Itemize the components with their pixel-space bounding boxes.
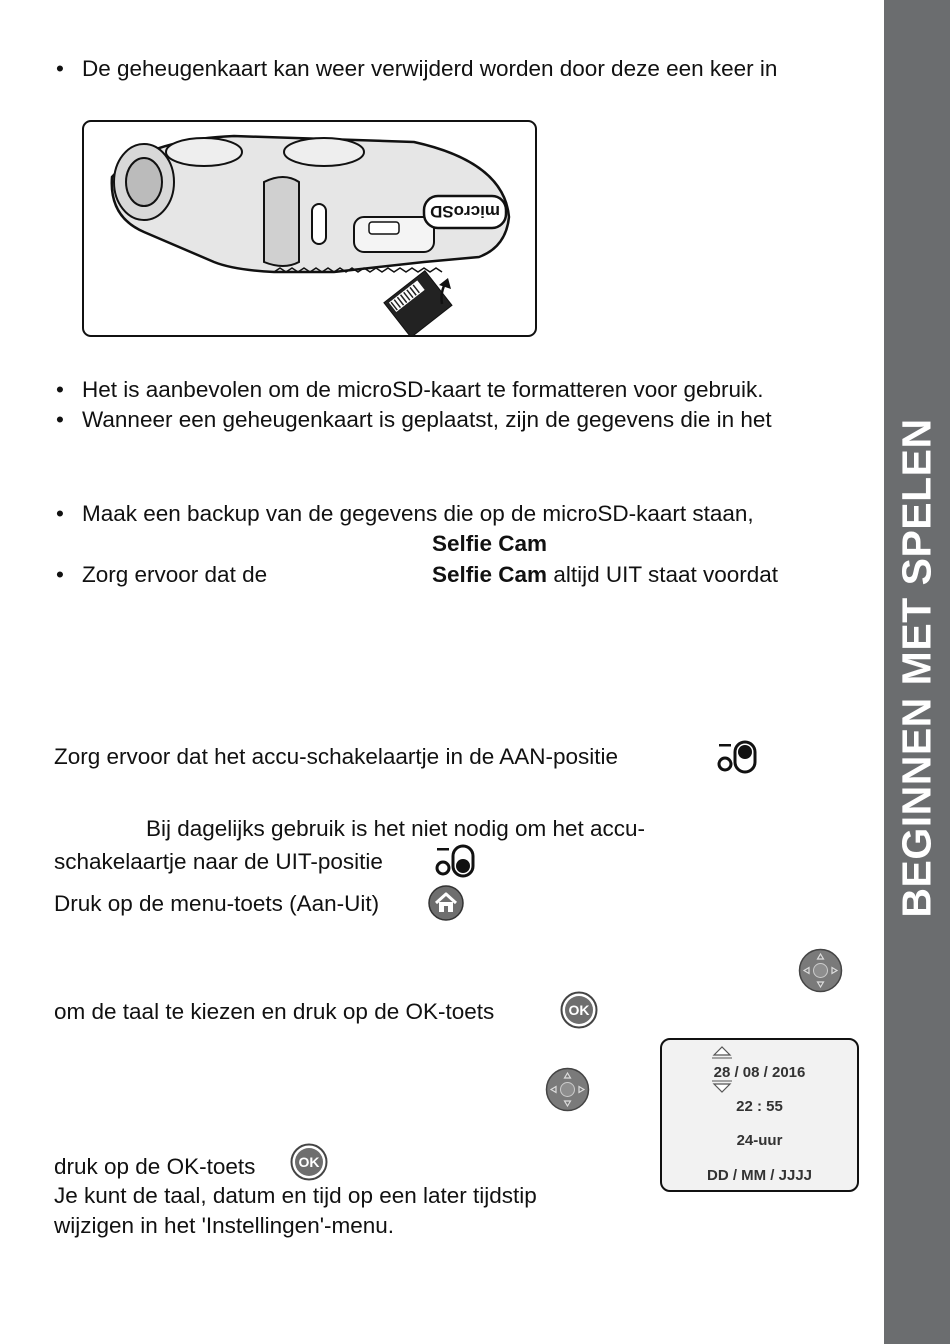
bullet-item: • — [56, 562, 64, 587]
ok-button-label: OK — [568, 1002, 590, 1018]
battery-switch-on-icon — [716, 740, 760, 774]
bullet-text-off — [432, 561, 778, 589]
camera-illustration — [82, 120, 537, 337]
later-text-2: wijzigen in het 'Instellingen'-menu. — [54, 1213, 395, 1238]
directional-pad-icon — [545, 1067, 590, 1112]
language-text: om de taal te kiezen en druk op de OK-toets — [54, 999, 495, 1024]
bullet-text-inserted-card: Wanneer een geheugenkaart is geplaatst, zijn de gegevens die in het — [82, 407, 772, 432]
screen-date-format: DD / MM / JJJJ — [706, 1167, 813, 1184]
switch-on-text: Zorg ervoor dat het accu-schakelaartje in de AAN-positie — [54, 744, 619, 769]
camera-drawing — [84, 122, 535, 335]
bullet-item: • — [56, 501, 64, 526]
microsd-label: microSD — [430, 202, 500, 221]
product-name: Selfie Cam — [432, 562, 548, 587]
home-icon — [428, 885, 464, 921]
bullet-text-off-post: altijd UIT staat voordat — [553, 562, 779, 587]
screen-time: 22 : 55 — [736, 1098, 783, 1115]
sidebar-title-text: BEGINNEN MET SPELEN — [893, 418, 940, 918]
screen-date: 28 / 08 / 2016 — [713, 1064, 806, 1081]
bullet-text-off-pre: Zorg ervoor dat de — [82, 562, 268, 587]
daily-use-text-1: Bij dagelijks gebruik is het niet nodig om het accu- — [146, 816, 646, 841]
daily-use-text-2: schakelaartje naar de UIT-positie — [54, 849, 383, 874]
bullet-text-backup: Maak een backup van de gegevens die op de microSD-kaart staan, — [82, 501, 754, 526]
ok-button-icon — [290, 1143, 328, 1181]
ok-press-text: druk op de OK-toets — [54, 1154, 256, 1179]
directional-pad-icon — [798, 948, 843, 993]
screen-clock-format: 24-uur — [736, 1132, 783, 1149]
date-time-screen — [660, 1038, 859, 1192]
battery-switch-off-icon — [434, 844, 478, 878]
bullet-text-format: Het is aanbevolen om de microSD-kaart te formatteren voor gebruik. — [82, 377, 764, 402]
bullet-text-remove-card: De geheugenkaart kan weer verwijderd worden door deze een keer in — [82, 56, 778, 81]
ok-button-label: OK — [298, 1154, 320, 1170]
later-text-1: Je kunt de taal, datum en tijd op een later tijdstip — [54, 1183, 537, 1208]
bullet-text-backup-product: Selfie Cam — [432, 531, 548, 556]
ok-button-icon — [560, 991, 598, 1029]
bullet-item: • — [56, 377, 64, 402]
bullet-item: • — [56, 56, 64, 81]
bullet-item: • — [56, 407, 64, 432]
sidebar-title — [884, 0, 950, 1344]
menu-key-text: Druk op de menu-toets (Aan-Uit) — [54, 891, 380, 916]
